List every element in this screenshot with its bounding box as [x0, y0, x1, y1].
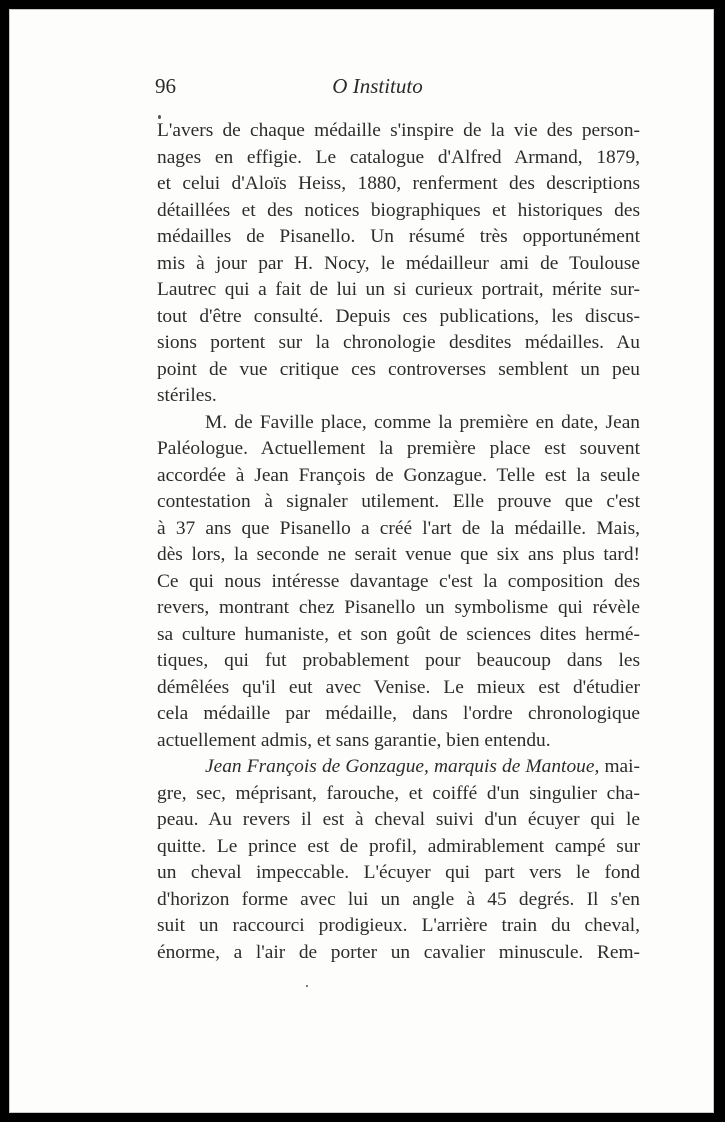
text-line: suit un raccourci prodigieux. L'arrière train du cheval,: [157, 915, 640, 936]
text-line: contestation à signaler utilement. Elle prouve que c'est: [157, 491, 640, 512]
text-line: tout d'être consulté. Depuis ces publications, les discus-: [157, 305, 640, 327]
paragraph-2: [157, 410, 640, 755]
text-line: tiques, qui fut probablement pour beaucoup dans les: [157, 650, 640, 671]
text-line: détaillées et des notices biographiques et historiques des: [157, 199, 640, 221]
paragraph-1: [157, 118, 640, 410]
text-fragment: mai-: [599, 756, 640, 777]
text-line: cela médaille par médaille, dans l'ordre chronologique: [157, 703, 640, 724]
page-number: 96: [155, 74, 176, 98]
text-line: Ce qui nous intéresse davantage c'est la composition des: [157, 570, 640, 592]
text-line: Paléologue. Actuellement la première place est souvent: [157, 438, 640, 459]
text-line: M. de Faville place, comme la première en date, Jean: [205, 411, 640, 433]
text-line: stériles.: [157, 385, 217, 406]
text-line: dès lors, la seconde ne serait venue que six ans plus tard!: [157, 544, 640, 565]
text-line: [157, 754, 640, 781]
text-line: quitte. Le prince est de profil, admirablement campé sur: [157, 835, 640, 857]
text-line: accordée à Jean François de Gonzague. Telle est la seule: [157, 464, 640, 486]
text-line: gre, sec, méprisant, farouche, et coiffé d'un singulier cha-: [157, 782, 640, 804]
text-line: énorme, a l'air de porter un cavalier minuscule. Rem-: [157, 941, 640, 963]
text-line: mis à jour par H. Nocy, le médailleur ami de Toulouse: [157, 252, 640, 274]
italic-title: Jean François de Gonzague, marquis de Mantoue,: [205, 756, 600, 777]
running-title: O Instituto: [332, 74, 423, 98]
text-line: peau. Au revers il est à cheval suivi d'un écuyer qui le: [157, 809, 640, 830]
text-line: point de vue critique ces controverses semblent un peu: [157, 358, 640, 380]
text-line: nages en effigie. Le catalogue d'Alfred Armand, 1879,: [157, 146, 640, 168]
text-line: L'avers de chaque médaille s'inspire de la vie des person-: [157, 120, 640, 141]
paragraph-3: [157, 754, 640, 966]
text-line: actuellement admis, et sans garantie, bien entendu.: [157, 729, 551, 751]
text-line: et celui d'Aloïs Heiss, 1880, renferment des descriptions: [157, 173, 640, 194]
ink-speck: [306, 985, 308, 987]
text-line: d'horizon forme avec lui un angle à 45 degrés. Il s'en: [157, 888, 640, 910]
text-line: sions portent sur la chronologie desdites médailles. Au: [157, 332, 640, 353]
body-text: [157, 118, 640, 966]
text-line: à 37 ans que Pisanello a créé l'art de la médaille. Mais,: [157, 517, 640, 539]
text-line: revers, montrant chez Pisanello un symbolisme qui révèle: [157, 597, 640, 618]
page-header: [155, 74, 600, 104]
text-line: médailles de Pisanello. Un résumé très opportunément: [157, 226, 640, 247]
text-line: Lautrec qui a fait de lui un si curieux portrait, mérite sur-: [157, 279, 640, 300]
text-line: sa culture humaniste, et son goût de sciences dites hermé-: [157, 623, 640, 645]
text-line: un cheval impeccable. L'écuyer qui part vers le fond: [157, 862, 640, 883]
text-line: démêlées qu'il eut avec Venise. Le mieux est d'étudier: [157, 676, 640, 698]
